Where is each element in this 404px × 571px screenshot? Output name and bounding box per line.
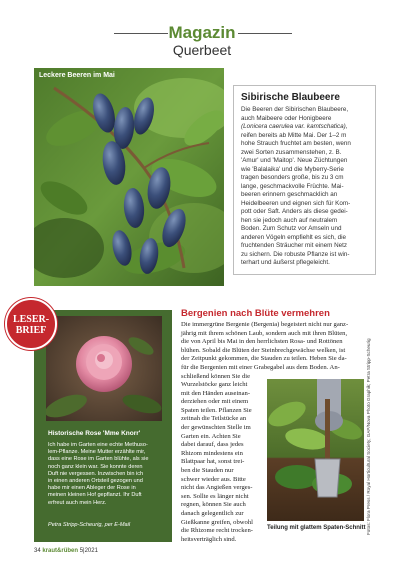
article-line: mit den Händen auseinan- <box>181 389 251 397</box>
letter-line: Ich habe im Garten eine echte Methuso- <box>48 442 148 448</box>
reader-letter-signature: Petra Stripp-Scheurig, per E-Mail <box>48 522 131 528</box>
issue-number: 5|2021 <box>79 548 98 554</box>
article-line: ben die Stauden nur <box>181 466 234 474</box>
article-line: danach gelegentlich zur <box>181 509 244 517</box>
spade-division-photo <box>267 379 364 521</box>
info-line: hen sie jedoch auch auf neutralem <box>241 216 338 224</box>
info-line: zu sichern. Die robuste Pflanze ist win- <box>241 250 350 258</box>
article-line: die Rhizome recht trocken- <box>181 527 253 535</box>
spade-illustration <box>267 379 364 521</box>
letter-line: meinen kleinen Hof gepflanzt. Ihr Duft <box>48 492 142 499</box>
rose-illustration <box>46 316 162 421</box>
letter-line: habe mir einen Ableger der Rose in <box>48 485 136 492</box>
photo-caption-spade: Teilung mit glattem Spaten-Schnitt <box>267 525 366 531</box>
page-footer <box>34 548 98 554</box>
info-line: 'Amur' und 'Maitop'. Neue Züchtungen <box>241 157 348 164</box>
badge-line-2: BRIEF <box>15 325 47 336</box>
info-line: hohe Strauch fruchtet am besten, wenn <box>241 140 351 147</box>
info-line: Boden. Zum Schutz vor Amseln und <box>241 225 342 232</box>
article-line: blühen. Sobald die Blüten der Steinbrechgewächse welken, ist <box>181 346 346 354</box>
info-line: lange, geschmackvolle Früchte. Mai- <box>241 182 344 190</box>
section-title: Magazin <box>168 23 236 42</box>
article-line: der gewünschten Stelle im <box>181 423 251 431</box>
info-line: tragen besonders große, bis zu 3 cm <box>241 174 344 181</box>
article-line: Die immergrüne Bergenie (Bergenia) begeistert nicht nur ganz- <box>181 321 349 328</box>
info-line: wie 'Balalaika' und die Myberry-Serie <box>241 165 344 173</box>
info-line: terhart und äußerst pflegeleicht. <box>241 259 330 266</box>
info-line: fruchtenden Sträucher mit einem Netz <box>241 242 348 249</box>
badge-line-1: LESER- <box>12 314 50 325</box>
magazine-brand: kraut&rüben <box>42 548 79 554</box>
info-line-botanical: (Lonicera caerulea var. kamtschatica), <box>241 123 348 130</box>
info-line: pott oder Saft. Anders als diese gedei- <box>241 208 348 215</box>
letter-line: lem-Pflanze. Meine Mutter erzählte mir, <box>48 449 146 456</box>
article-line: Blattpaar hat, sonst trei- <box>181 458 245 466</box>
article-line: zeitnah die Teilstücke an <box>181 415 247 423</box>
article-line: derziehen oder mit einem <box>181 398 249 406</box>
article-line: für die Bergenien mit einer Grabegabel aus dem Boden. An- <box>181 363 340 371</box>
info-line: zwei Sorten zusammenstehen, z. B. <box>241 148 342 156</box>
article-line: schließend können Sie die <box>181 372 251 380</box>
article-line: Gießkanne greifen, obwohl <box>181 518 253 526</box>
photo-caption: Leckere Beeren im Mai <box>39 72 115 79</box>
info-line: beeren erinnern geschmacklich an <box>241 191 338 198</box>
honeyberry-photo <box>34 68 224 286</box>
reader-letter-badge <box>5 298 57 350</box>
page-number: 34 <box>34 548 41 554</box>
info-line: Heidelbeeren und eignen sich für Kom- <box>241 199 351 207</box>
photo-credit <box>366 338 376 535</box>
info-box-title: Sibirische Blaubeere <box>241 92 340 103</box>
article-line: die von April bis Mai in den herrlichsten Rosa- und Rottönen <box>181 338 343 346</box>
reader-letter-text <box>48 442 166 507</box>
info-line: reifen bereits ab Mitte Mai. Der 1–2 m <box>241 131 347 139</box>
section-subtitle: Querbeet <box>172 42 232 58</box>
article-line: schwer wieder aus. Bitte <box>181 475 246 483</box>
article-line: sen. Sollte es länger nicht <box>181 492 249 500</box>
honeyberry-illustration <box>34 68 224 286</box>
info-line: auch Maibeere oder Honigbeere <box>241 114 332 122</box>
letter-line: noch ganz klein war. Sie konnte deren <box>48 463 143 470</box>
article-line: Rhizom mindestens ein <box>181 449 243 457</box>
article-body <box>181 381 265 544</box>
info-box-text <box>241 106 368 268</box>
article-line: jährig mit ihrem schönen Laub, sondern auch mit ihren Blüten, <box>181 329 348 337</box>
info-line: Die Beeren der Sibirischen Blaubeere, <box>241 106 349 113</box>
article-line: heitsverträglich sind. <box>181 535 237 543</box>
info-box <box>233 85 376 275</box>
article-line: Wurzelstöcke ganz leicht <box>181 381 248 388</box>
article-line: regnen, können Sie auch <box>181 501 246 509</box>
article-title: Bergenien nach Blüte vermehren <box>181 308 330 319</box>
letter-line: erfreut auch mein Herz. <box>48 499 107 506</box>
rose-photo <box>46 316 162 421</box>
reader-letter-title: Historische Rose 'Mme Knorr' <box>48 430 141 437</box>
article-line: Garten ein. Achten Sie <box>181 432 241 440</box>
letter-line: Duft nie vergessen. Inzwischen bin ich <box>48 470 144 477</box>
article-line: nicht das Angießen verges- <box>181 484 253 492</box>
info-line: anderen Vögeln empfiehlt es sich, die <box>241 233 347 241</box>
article-line: der Zeitpunkt gekommen, die Stauden zu teilen. Heben Sie da- <box>181 355 347 363</box>
article-intro <box>181 321 381 381</box>
photo-credit-text: Fotos: Flora Press / Royal Horticultural Society; GAP/Nova Photo Graphik; Petra Stripp-Scheurig <box>366 338 371 535</box>
letter-line: in einen anderen Ortsteil gezogen und <box>48 478 143 485</box>
letter-line: dass eine Rose im Garten blühte, als sie <box>48 456 149 463</box>
article-line: dabei darauf, dass jedes <box>181 441 244 449</box>
article-line: Spaten teilen. Pflanzen Sie <box>181 406 252 414</box>
